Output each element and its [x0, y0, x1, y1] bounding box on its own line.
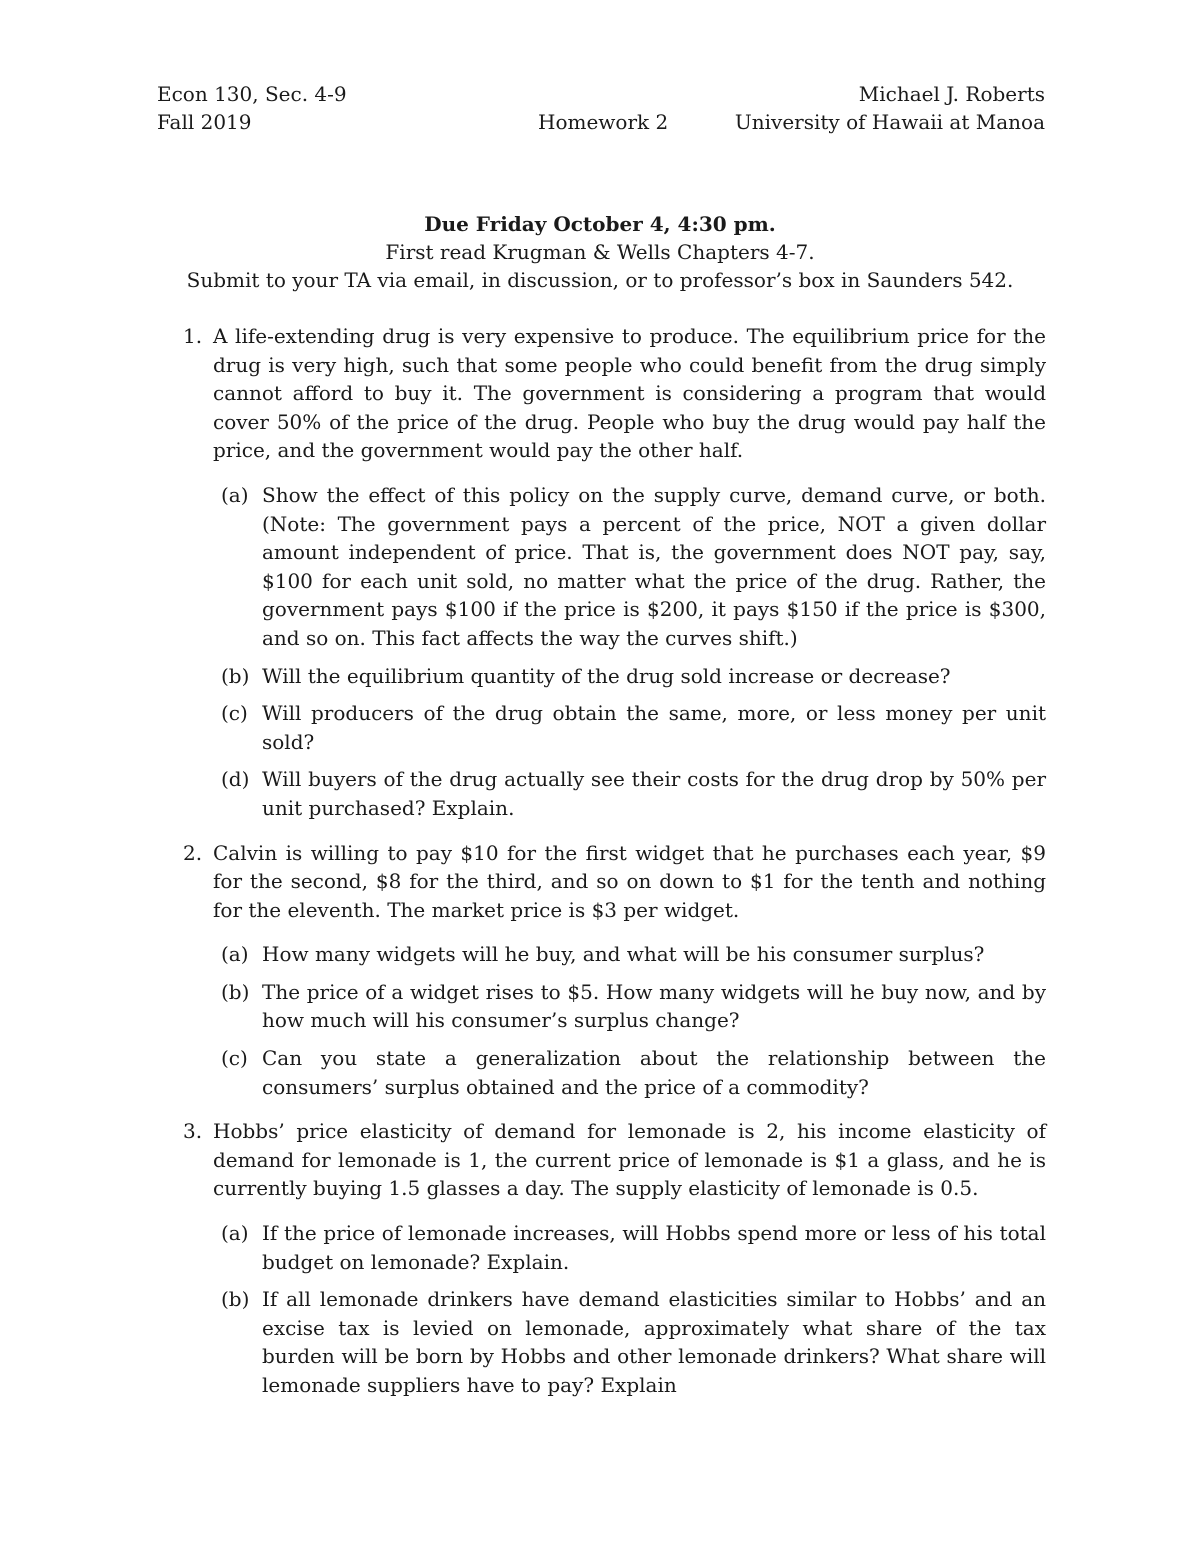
question-number: 2. — [183, 840, 203, 865]
instructor-info — [735, 80, 1045, 136]
question-parts — [0, 481, 1200, 823]
question-part — [0, 1285, 1200, 1399]
part-text: The price of a widget rises to $5. How many widgets will he buy now, and by how much will his consumer’s surplus change? — [262, 979, 1046, 1033]
question-part — [0, 940, 1200, 969]
course-number: Econ 130, Sec. 4-9 — [157, 82, 347, 106]
part-text: Will buyers of the drug actually see their costs for the drug drop by 50% per unit purchased? Explain. — [262, 767, 1046, 820]
question-number: 1. — [183, 324, 203, 348]
question-part — [0, 1044, 1200, 1101]
question-number: 3. — [183, 1119, 203, 1144]
part-text: If all lemonade drinkers have demand elasticities similar to Hobbs’ and an excise tax is levied on lemonade, approximately what share of the tax burden will be born by Hobbs and other lemonade drinkers? What share will lemonade suppliers have to pay? Explain — [262, 1287, 1046, 1397]
assignment-intro — [150, 210, 1050, 294]
instructor-name: Michael J. Roberts — [858, 82, 1045, 106]
due-date: Due Friday October 4, 4:30 pm. — [424, 212, 776, 236]
part-text: Can you state a generalization about the relationship between the consumers’ surplus obtained and the price of a commodity? — [262, 1046, 1046, 1099]
question-part — [0, 481, 1200, 653]
question-parts — [0, 1219, 1200, 1400]
course-info — [157, 80, 347, 136]
part-text: If the price of lemonade increases, will Hobbs spend more or less of his total budget on lemonade? Explain. — [262, 1221, 1046, 1274]
semester: Fall 2019 — [157, 110, 252, 134]
question-item — [0, 839, 1200, 1102]
question-text: Calvin is willing to pay $10 for the first widget that he purchases each year, $9 for the second, $8 for the third, and so on down to $1 for the tenth and nothing for the eleventh. The market price is $3 per widget. — [213, 840, 1046, 922]
part-label: (b) — [221, 1287, 250, 1312]
question-part — [0, 699, 1200, 756]
part-label: (a) — [221, 482, 249, 507]
part-label: (b) — [221, 979, 250, 1004]
question-part — [0, 662, 1200, 691]
part-label: (a) — [221, 942, 249, 967]
question-item — [0, 322, 1200, 823]
question-item — [0, 1117, 1200, 1399]
question-part — [0, 765, 1200, 822]
part-label: (b) — [221, 663, 250, 688]
part-label: (c) — [221, 1046, 248, 1071]
question-part — [0, 978, 1200, 1035]
part-label: (c) — [221, 701, 248, 726]
part-text: Will the equilibrium quantity of the drug sold increase or decrease? — [262, 663, 951, 688]
question-part — [0, 1219, 1200, 1276]
question-list — [0, 322, 1200, 1416]
part-text: How many widgets will he buy, and what will be his consumer surplus? — [262, 942, 985, 967]
part-text: Will producers of the drug obtain the same, more, or less money per unit sold? — [262, 701, 1046, 754]
part-text: Show the effect of this policy on the supply curve, demand curve, or both. (Note: The government pays a percent of the price, NOT a given dollar amount independent of price. That is, the government does NOT pay, say, $100 for each unit sold, no matter what the price of the drug. Rather, the government pays $100 if the price is $200, it pays $150 if the price is $300, and so on. This fact affects the way the curves shift.) — [262, 482, 1046, 650]
part-label: (d) — [221, 767, 250, 792]
reading-instruction: First read Krugman & Wells Chapters 4-7. — [385, 240, 815, 264]
submission-instruction: Submit to your TA via email, in discussion, or to professor’s box in Saunders 542. — [186, 268, 1014, 292]
part-label: (a) — [221, 1221, 249, 1246]
assignment-title: Homework 2 — [538, 110, 669, 134]
question-text: A life-extending drug is very expensive to produce. The equilibrium price for the drug is very high, such that some people who could benefit from the drug simply cannot afford to buy it. The government is considering a program that would cover 50% of the price of the drug. People who buy the drug would pay half the price, and the government would pay the other half. — [213, 324, 1046, 463]
question-parts — [0, 940, 1200, 1101]
university-name: University of Hawaii at Manoa — [734, 110, 1045, 134]
question-text: Hobbs’ price elasticity of demand for lemonade is 2, his income elasticity of demand for lemonade is 1, the current price of lemonade is $1 a glass, and he is currently buying 1.5 glasses a day. The supply elasticity of lemonade is 0.5. — [213, 1119, 1046, 1201]
